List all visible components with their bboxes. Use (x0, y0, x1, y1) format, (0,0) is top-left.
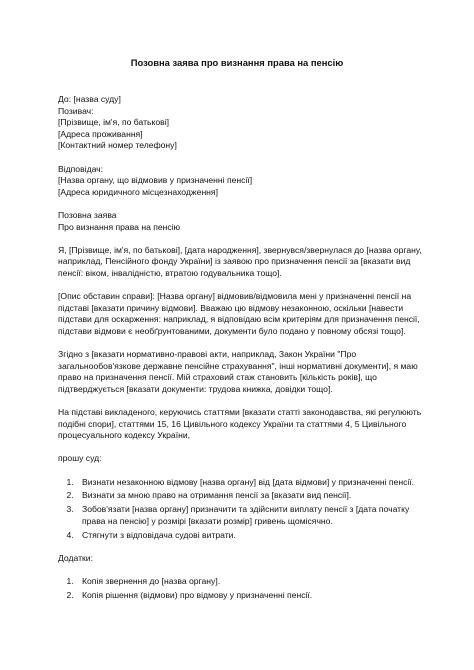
request-item: 2. Визнати за мною право на отримання пенсії за [вказати вид пенсії]. (76, 490, 422, 502)
defendant-address: [Адреса юридичного місцезнаходження] (58, 186, 218, 197)
request-item: 4. Стягнути з відповідача судові витрати. (76, 530, 422, 542)
attachments-label: Додатки: (58, 553, 93, 564)
request-item: 3. Зобов'язати [назва органу] призначити та здійснити виплату пенсії з [дата початку права на пенсію] у розмірі [вказати розмір] гривень щомісячно. (76, 504, 422, 527)
plaintiff-address: [Адреса проживання] (58, 128, 143, 139)
defendant-name: [Назва органу, що відмовив у призначенні пенсії] (58, 175, 253, 186)
request-item: 1. Визнати незаконною відмову [назва органу] від [дата відмови] у призначенні пенсії. (76, 477, 422, 489)
paragraph-grounds: На підставі викладеного, керуючись статтями [вказати статті законодавства, які регулюють подібні спори], статтями 15, 16 Цивільного кодексу України та статтями 4, 5 Цивільного процесуального кодексу України, (58, 407, 422, 441)
defendant-block (58, 164, 422, 199)
court-line: До: [назва суду] (58, 94, 121, 104)
subject-block (58, 210, 422, 233)
plaintiff-phone: [Контактний номер телефону] (58, 140, 177, 151)
document-body (58, 94, 422, 613)
plaintiff-label: Позивач: (58, 105, 94, 116)
attachment-item: 2. Копія рішення (відмови) про відмову у призначенні пенсії. (76, 590, 422, 602)
paragraph-circumstances: [Опис обставин справи]: [Назва органу] відмовив/відмовила мені у призначенні пенсії на підставі [вказати причину відмови]. Вважаю цю відмову незаконною, оскільки [навести підстави для оскарження: наприклад, я відповідаю всім критеріям для призначення пенсії, підстави відмови є необґрунтованими, документи було подано у повному обсязі тощо]. (58, 291, 420, 336)
requests-list (58, 477, 422, 542)
claim-subject: Про визнання права на пенсію (58, 221, 181, 232)
request-intro: прошу суд: (58, 453, 102, 464)
defendant-label: Відповідач: (58, 163, 104, 174)
document-title: Позовна заява про визнання права на пенсію (130, 57, 344, 68)
paragraph-legal-basis: Згідно з [вказати нормативно-правові акти, наприклад, Закон України "Про загальнообов'язкове державне пенсійне страхування", інші нормативні документи], я маю право на призначення пенсії. Мій страховий стаж становить [кількість років], що підтверджується [вказати документи: трудова книжка, довідки тощо]. (58, 349, 418, 394)
addressee-block (58, 94, 422, 152)
paragraph-application: Я, [Прізвище, ім'я, по батькові], [дата народження], звернувся/звернулася до [назва органу, наприклад, Пенсійного фонду України] із заявою про призначення пенсії за [вказати вид пенсії: віком, інвалідністю, втратою годувальника тощо]. (58, 244, 422, 278)
attachment-item: 1. Копія звернення до [назва органу]. (76, 576, 422, 588)
plaintiff-name: [Прізвище, ім'я, по батькові] (58, 117, 170, 128)
claim-type: Позовна заява (58, 209, 117, 220)
attachments-list (58, 576, 422, 601)
